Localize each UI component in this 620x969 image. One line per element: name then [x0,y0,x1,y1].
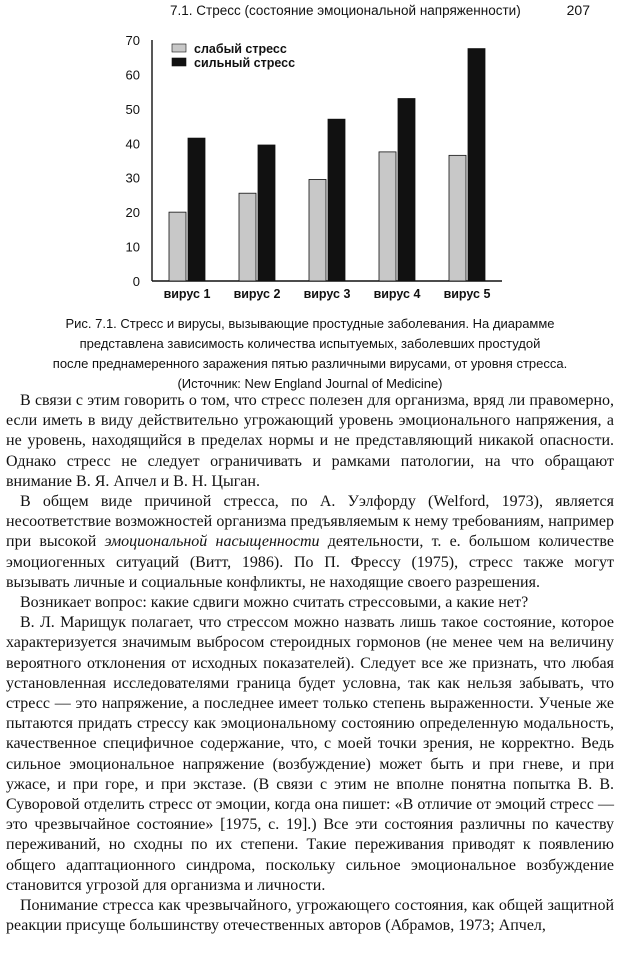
figure-chart [100,28,520,308]
y-tick-label-5: 50 [125,101,140,117]
y-tick-label-0: 0 [132,274,140,289]
paragraph-3: Возникает вопрос: какие сдвиги можно считать стрессовыми, а какие нет? [20,594,529,612]
bar-weak-3 [309,179,326,281]
running-head [170,2,590,18]
y-tick-label-6: 60 [125,67,140,83]
bar-strong-4 [398,99,415,281]
page-number: 207 [566,2,590,18]
x-tick-label-2: вирус 2 [233,287,281,301]
legend-swatch-1 [172,44,186,52]
body-text [6,391,614,936]
bar-strong-2 [258,145,275,281]
caption-line-1: Рис. 7.1. Стресс и вирусы, вызывающие простудные заболевания. На диарамме [65,316,555,331]
paragraph-4: В. Л. Марищук полагает, что стрессом можно назвать лишь такое состояние, которое характеризуется значимым выбросом стероидных гормонов (не менее чем на величину вероятного отклонения от исходных показателей). Следует все же признать, что любая установленная исследователями граница будет условна, так как нельзя забывать, что стресс — это напряжение, а последнее имеет только степень выраженности. Ученые же пытаются придать стрессу как эмоциональному состоянию определенную модальность, качественное специфичное содержание, что, с моей точки зрения, не корректно. Ведь сильное эмоциональное напряжение (возбуждение) может быть и при гневе, и при ужасе, и при горе, и при экстазе. (В связи с этим не вполне понятна попытка В. В. Суворовой отделить стресс от эмоции, когда она пишет: «В отличие от эмоций стресс — это чрезвычайное состояние» [1975, с. 19].) Все эти состояния различны по качеству переживаний, но сходны по их степени. Такие переживания приводят к появлению общего адаптационного синдрома, поскольку сильное эмоциональное возбуждение становится угрозой для организма и личности. [6,614,614,894]
bar-strong-5 [468,49,485,281]
bar-strong-3 [328,119,345,281]
bar-chart [100,28,520,308]
legend-label-1: слабый стресс [194,42,287,56]
caption-line-3: после преднамеренного заражения пятью различными вирусами, от уровня стресса. [52,356,568,371]
bar-weak-5 [449,155,466,281]
bar-strong-1 [188,138,205,281]
y-tick-label-4: 40 [125,136,140,152]
running-title: 7.1. Стресс (состояние эмоциональной напряженности) [170,3,521,18]
y-tick-label-3: 30 [125,170,140,186]
paragraph-5: Понимание стресса как чрезвычайного, угрожающего состояния, как общей защитной реакции присуще большинству отечественных авторов (Абрамов, 1973; Апчел, [6,897,614,935]
bar-weak-1 [169,212,186,281]
paragraph-2 [6,492,614,593]
paragraph-2-emphasis: эмоциональной насыщенности [104,533,320,551]
y-tick-label-7: 70 [125,33,140,48]
x-tick-label-1: вирус 1 [163,287,211,301]
y-tick-label-2: 20 [125,205,140,221]
y-tick-label-1: 10 [125,239,140,255]
x-tick-label-3: вирус 3 [303,287,351,301]
caption-line-4: (Источник: New England Journal of Medicine) [177,376,443,391]
x-tick-label-4: вирус 4 [373,287,421,301]
bar-weak-2 [239,193,256,281]
bar-weak-4 [379,152,396,281]
x-tick-label-5: вирус 5 [443,287,491,301]
figure-caption [40,314,580,394]
paragraph-2-part-a: В общем виде причиной стресса, по А. Уэлфорду (Welford, 1973), является несоответствие возможностей организма предъявляемым к нему требованиям, например при высокой [6,493,614,551]
paragraph-2-part-b: деятельности, т. е. большом количестве эмоциогенных ситуаций (Витт, 1986). По П. Фрессу (1975), стресс также могут вызывать личные и социальные конфликты, не находящие своего разрешения. [6,533,614,591]
legend-label-2: сильный стресс [194,56,296,70]
legend-swatch-2 [172,58,186,66]
paragraph-1: В связи с этим говорить о том, что стресс полезен для организма, вряд ли правомерно, если иметь в виду действительно угрожающий уровень эмоционального напряжения, а не уровень, находящийся в пределах нормы и не представляющий никакой опасности. Однако стресс не следует ограничивать и рамками патологии, на что обращают внимание В. Я. Апчел и В. Н. Цыган. [6,392,614,490]
caption-line-2: представлена зависимость количества испытуемых, заболевших простудой [79,336,541,351]
